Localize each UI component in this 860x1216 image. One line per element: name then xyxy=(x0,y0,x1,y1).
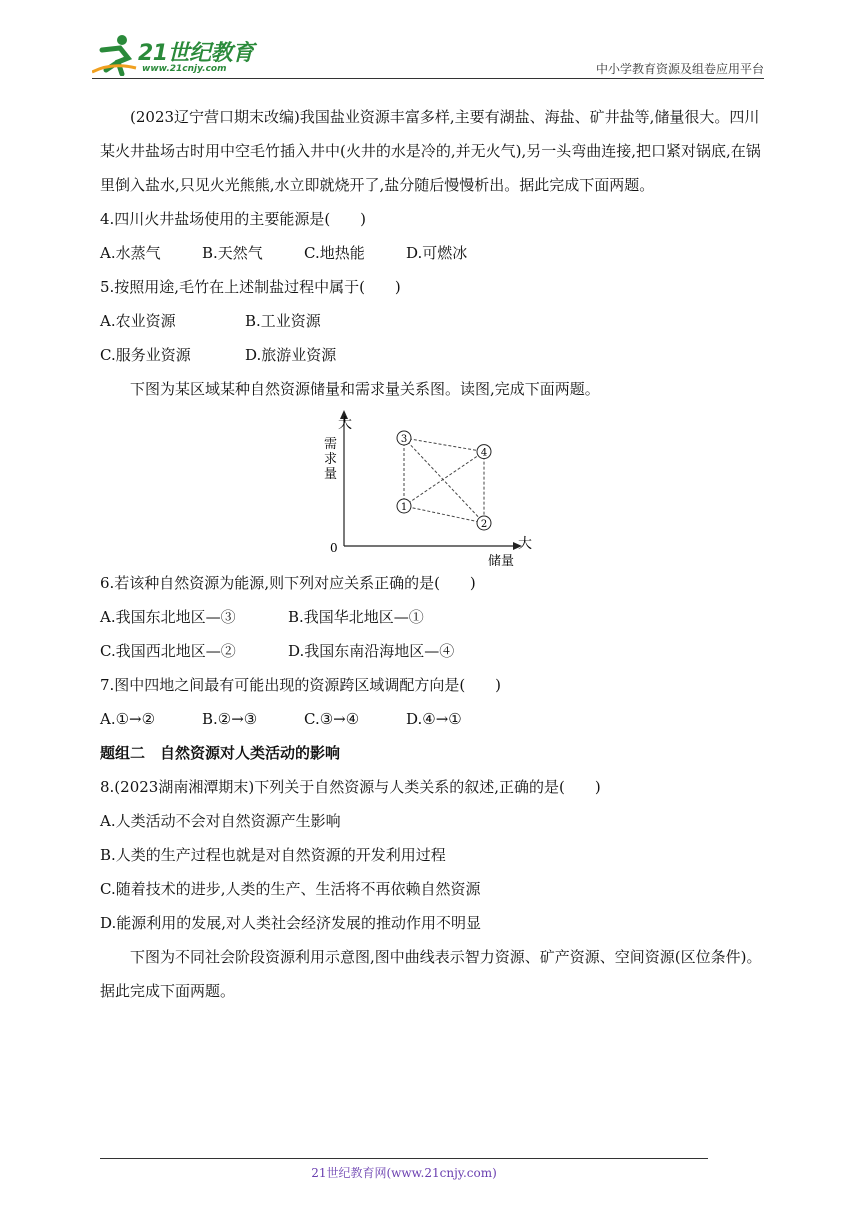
connection-line xyxy=(404,506,484,523)
x-axis-label: 储量 xyxy=(488,554,515,566)
page-footer: 21世纪教育网(www.21cnjy.com) xyxy=(311,1166,497,1180)
x-axis-max-label: 大 xyxy=(518,536,532,552)
q8-option-c: C.随着技术的进步,人类的生产、生活将不再依赖自然资源 xyxy=(100,880,481,898)
y-axis-label-1: 需 xyxy=(324,437,338,452)
q6-options-row2 xyxy=(100,634,762,668)
q4-option-c: C.地热能 xyxy=(304,244,365,262)
q6-stem: 6.若该种自然资源为能源,则下列对应关系正确的是( ) xyxy=(100,574,476,592)
document-body xyxy=(100,100,762,1008)
intro-diagram: 下图为某区域某种自然资源储量和需求量关系图。读图,完成下面两题。 xyxy=(130,380,600,398)
footer-divider xyxy=(100,1158,708,1159)
runner-logo-icon xyxy=(92,32,138,76)
y-axis-label-3: 量 xyxy=(324,467,338,482)
q7-option-c: C.③→④ xyxy=(304,710,360,728)
q4-option-a: A.水蒸气 xyxy=(100,244,161,262)
q7-option-b: B.②→③ xyxy=(202,710,258,728)
group2-title: 题组二 自然资源对人类活动的影响 xyxy=(100,744,341,762)
logo-url: www.21cnjy.com xyxy=(142,64,227,74)
header-platform-text: 中小学教育资源及组卷应用平台 xyxy=(595,62,764,76)
q6-option-d: D.我国东南沿海地区—④ xyxy=(288,642,455,660)
q5-option-a: A.农业资源 xyxy=(100,312,176,330)
diagram-svg xyxy=(320,406,540,566)
q5-option-c: C.服务业资源 xyxy=(100,346,191,364)
q4-option-d: D.可燃冰 xyxy=(406,244,468,262)
q5-option-b: B.工业资源 xyxy=(245,312,321,330)
page-header xyxy=(92,28,764,80)
q6-options-row1 xyxy=(100,600,762,634)
q5-stem: 5.按照用途,毛竹在上述制盐过程中属于( ) xyxy=(100,278,401,296)
diagram-point-label: 3 xyxy=(400,434,408,445)
y-axis-max-label: 大 xyxy=(338,416,352,432)
q8-option-a: A.人类活动不会对自然资源产生影响 xyxy=(100,812,341,830)
q8-stem: 8.(2023湖南湘潭期末)下列关于自然资源与人类关系的叙述,正确的是( ) xyxy=(100,778,601,796)
q4-option-b: B.天然气 xyxy=(202,244,263,262)
q8-option-b: B.人类的生产过程也就是对自然资源的开发利用过程 xyxy=(100,846,446,864)
q6-option-a: A.我国东北地区—③ xyxy=(100,608,236,626)
q8-option-d: D.能源利用的发展,对人类社会经济发展的推动作用不明显 xyxy=(100,914,482,932)
q7-options xyxy=(100,702,762,736)
connection-line xyxy=(404,438,484,452)
connection-line xyxy=(404,452,484,506)
connection-line xyxy=(404,438,484,523)
q6-option-c: C.我国西北地区—② xyxy=(100,642,236,660)
logo xyxy=(92,32,262,76)
intro-resource-stages: 下图为不同社会阶段资源利用示意图,图中曲线表示智力资源、矿产资源、空间资源(区位条件)。据此完成下面两题。 xyxy=(100,948,762,1000)
q4-stem: 4.四川火井盐场使用的主要能源是( ) xyxy=(100,210,367,228)
q7-option-d: D.④→① xyxy=(406,710,462,728)
intro-salt: (2023辽宁营口期末改编)我国盐业资源丰富多样,主要有湖盐、海盐、矿井盐等,储量很大。四川某火井盐场古时用中空毛竹插入井中(火井的水是冷的,并无火气),另一头弯曲连接,把口紧对锅底,在锅里倒入盐水,只见火光熊熊,水立即就烧开了,盐分随后慢慢析出。据此完成下面两题。 xyxy=(100,108,761,194)
header-divider xyxy=(92,78,764,79)
logo-text: 21世纪教育 xyxy=(138,41,254,66)
diagram-point-label: 2 xyxy=(480,519,488,530)
q5-option-d: D.旅游业资源 xyxy=(245,346,337,364)
diagram-point-label: 4 xyxy=(480,447,488,459)
q4-options xyxy=(100,236,762,270)
q7-stem: 7.图中四地之间最有可能出现的资源跨区域调配方向是( ) xyxy=(100,676,502,694)
y-axis-label-2: 求 xyxy=(324,452,338,467)
q7-option-a: A.①→② xyxy=(100,710,156,728)
storage-demand-diagram xyxy=(100,406,762,566)
diagram-point-label: 1 xyxy=(400,502,408,513)
q5-options-row2 xyxy=(100,338,762,372)
origin-label: 0 xyxy=(330,541,338,555)
q5-options-row1 xyxy=(100,304,762,338)
q6-option-b: B.我国华北地区—① xyxy=(288,608,424,626)
